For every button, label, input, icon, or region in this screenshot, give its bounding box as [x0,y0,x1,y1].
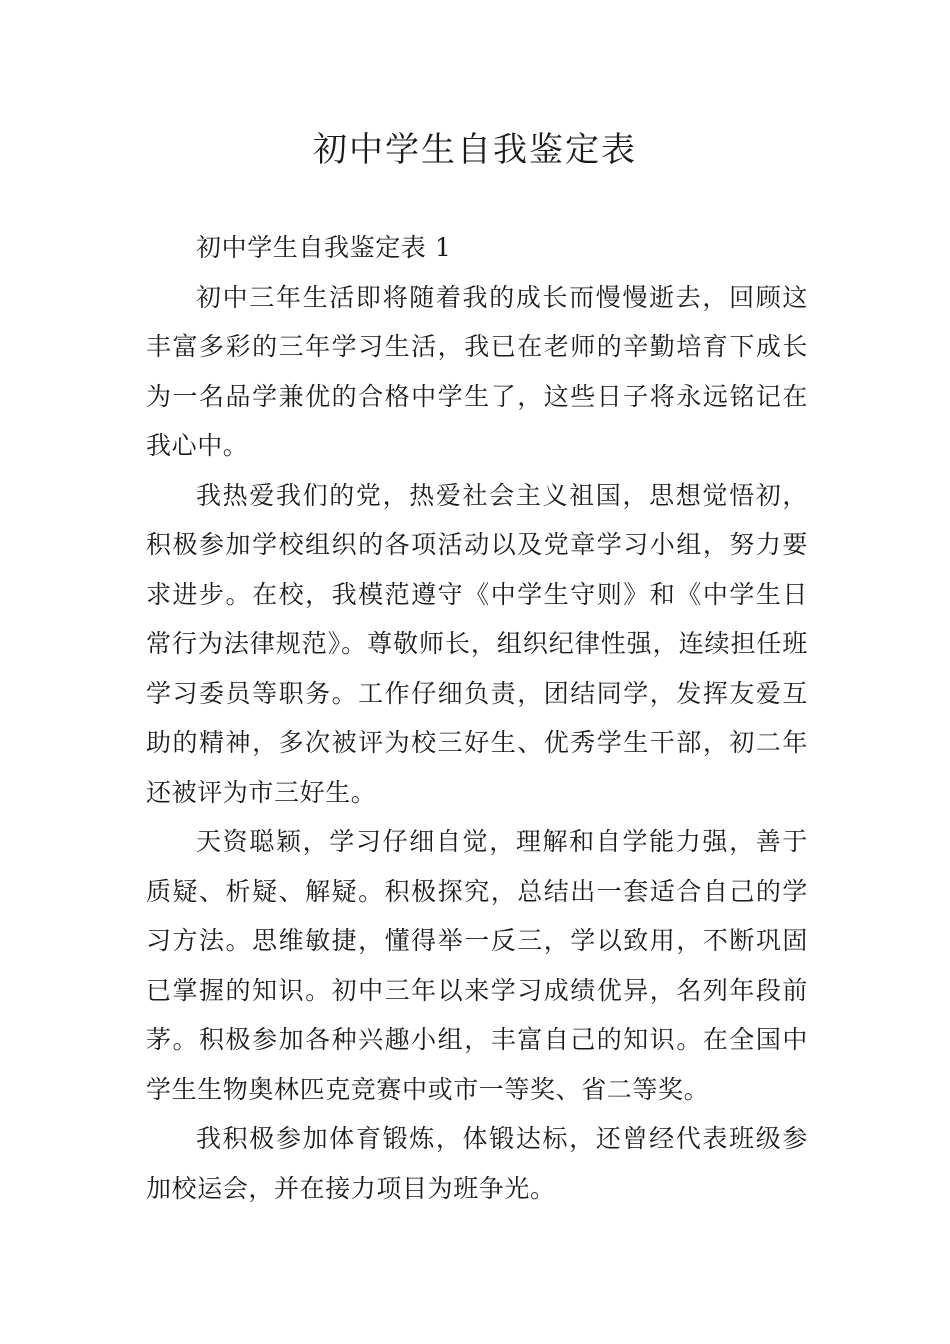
document-title: 初中学生自我鉴定表 [313,130,637,170]
paragraph-subtitle: 初中学生自我鉴定表 1 [196,233,452,262]
paragraph: 我积极参加体育锻炼，体锻达标，还曾经代表班级参加校运会，并在接力项目为班争光。 [146,1124,808,1203]
document-body [146,223,808,1213]
paragraph: 初中三年生活即将随着我的成长而慢慢逝去，回顾这丰富多彩的三年学习生活，我已在老师的辛勤培育下成长为一名品学兼优的合格中学生了，这些日子将永远铭记在我心中。 [146,282,808,460]
paragraph: 天资聪颖，学习仔细自觉，理解和自学能力强，善于质疑、析疑、解疑。积极探究，总结出一套适合自己的学习方法。思维敏捷，懂得举一反三，学以致用，不断巩固已掌握的知识。初中三年以来学习成绩优异，名列年段前茅。积极参加各种兴趣小组，丰富自己的知识。在全国中学生生物奥林匹克竞赛中或市一等奖、省二等奖。 [146,827,808,1104]
paragraph: 我热爱我们的党，热爱社会主义祖国，思想觉悟初，积极参加学校组织的各项活动以及党章学习小组，努力要求进步。在校，我模范遵守《中学生守则》和《中学生日常行为法律规范》。尊敬师长，组织纪律性强，连续担任班学习委员等职务。工作仔细负责，团结同学，发挥友爱互助的精神，多次被评为校三好生、优秀学生干部，初二年还被评为市三好生。 [146,480,808,807]
